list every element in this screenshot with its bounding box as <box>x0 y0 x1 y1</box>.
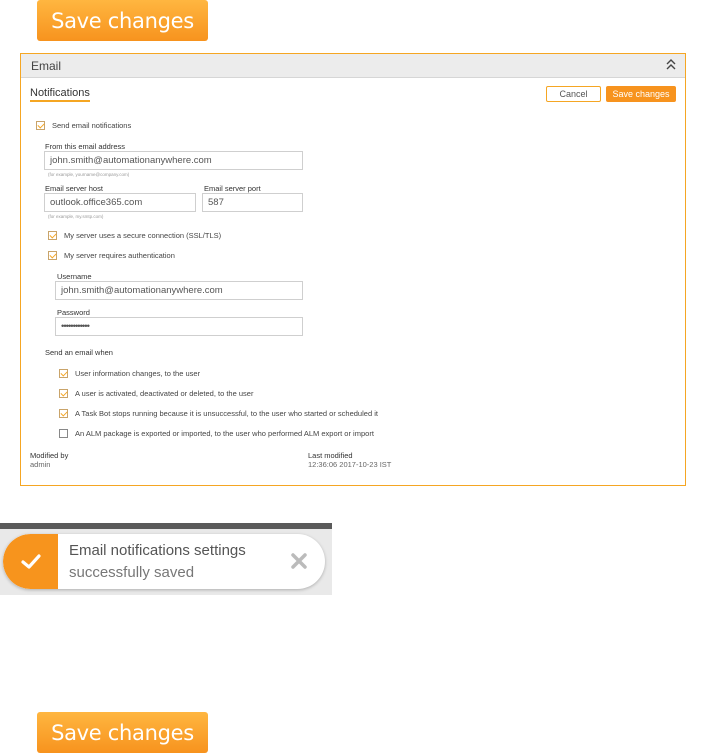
check-icon <box>20 553 42 571</box>
toast-status <box>3 534 58 589</box>
close-icon[interactable] <box>289 551 309 571</box>
panel-header[interactable] <box>21 54 685 78</box>
server-host-input[interactable]: outlook.office365.com <box>44 193 196 212</box>
username-input[interactable]: john.smith@automationanywhere.com <box>55 281 303 300</box>
requires-auth-checkbox[interactable] <box>48 251 57 260</box>
server-host-label: Email server host <box>45 184 103 193</box>
event-label: A user is activated, deactivated or deleted, to the user <box>75 389 254 398</box>
last-modified-value: 12:36:06 2017-10-23 IST <box>308 460 392 469</box>
password-input[interactable]: •••••••••••• <box>55 317 303 336</box>
cancel-button[interactable]: Cancel <box>546 86 601 102</box>
event-label: User information changes, to the user <box>75 369 201 378</box>
from-address-label: From this email address <box>45 142 126 151</box>
requires-auth-label: My server requires authentication <box>64 251 175 260</box>
server-port-label: Email server port <box>204 184 261 193</box>
secure-connection-row[interactable] <box>48 231 221 240</box>
event-row[interactable] <box>59 369 200 378</box>
save-changes-button-panel[interactable]: Save changes <box>606 86 676 102</box>
event-row[interactable] <box>59 409 378 418</box>
event-row[interactable] <box>59 429 374 438</box>
event-row[interactable] <box>59 389 253 398</box>
success-toast <box>3 534 325 589</box>
server-host-hint: (for example, my.smtp.com) <box>48 214 104 219</box>
event-checkbox[interactable] <box>59 389 68 398</box>
password-label: Password <box>57 308 90 317</box>
email-settings-panel <box>20 53 686 486</box>
send-notifications-label: Send email notifications <box>52 121 132 130</box>
requires-auth-row[interactable] <box>48 251 175 260</box>
toast-message-detail: successfully saved <box>69 564 195 581</box>
save-changes-button-top[interactable]: Save changes <box>37 0 208 41</box>
event-label: A Task Bot stops running because it is unsuccessful, to the user who started or scheduled it <box>75 409 378 418</box>
event-checkbox[interactable] <box>59 409 68 418</box>
modified-by-value: admin <box>30 460 51 469</box>
section-title: Notifications <box>30 87 90 102</box>
server-port-input[interactable]: 587 <box>202 193 303 212</box>
modified-by-label: Modified by <box>30 451 69 460</box>
last-modified-label: Last modified <box>308 451 353 460</box>
collapse-chevron-up-icon[interactable] <box>665 58 677 72</box>
from-address-hint: (for example, yourname@company.com) <box>48 172 130 177</box>
send-when-label: Send an email when <box>45 348 113 357</box>
event-checkbox[interactable] <box>59 369 68 378</box>
toast-backdrop-strip <box>0 523 332 529</box>
from-address-input[interactable]: john.smith@automationanywhere.com <box>44 151 303 170</box>
send-notifications-checkbox[interactable] <box>36 121 45 130</box>
secure-connection-checkbox[interactable] <box>48 231 57 240</box>
send-notifications-row[interactable] <box>36 121 131 130</box>
panel-title: Email <box>31 58 62 73</box>
event-checkbox[interactable] <box>59 429 68 438</box>
toast-message-title: Email notifications settings <box>69 542 246 559</box>
event-label: An ALM package is exported or imported, to the user who performed ALM export or import <box>75 429 374 438</box>
username-label: Username <box>57 272 92 281</box>
secure-connection-label: My server uses a secure connection (SSL/TLS) <box>64 231 222 240</box>
save-changes-button-bottom[interactable]: Save changes <box>37 712 208 753</box>
